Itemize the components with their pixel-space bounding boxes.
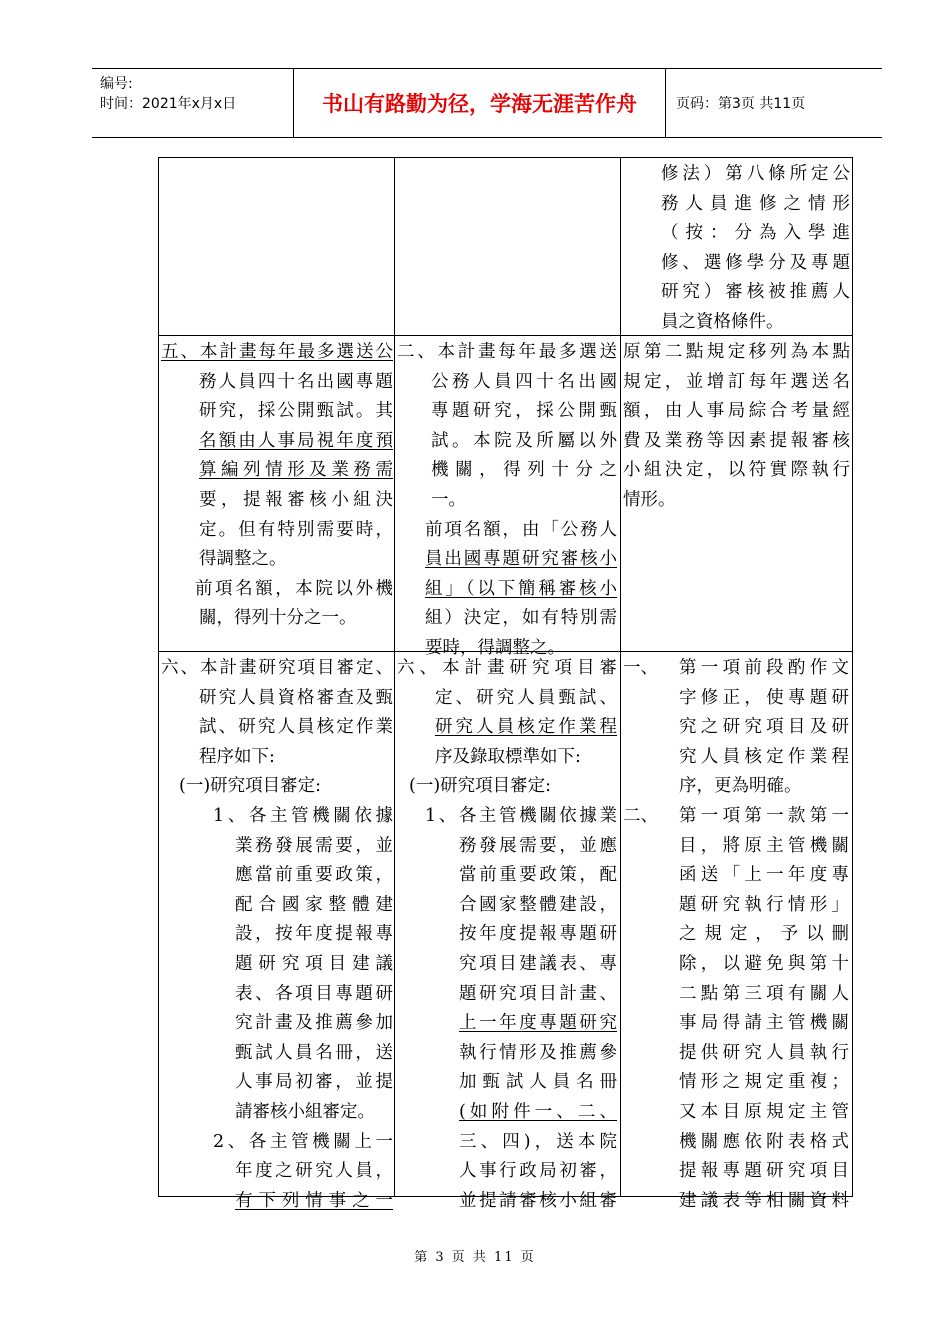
text-line: 務人員進修之情形	[661, 193, 850, 214]
text-line: 有下列情事之一	[235, 1190, 393, 1211]
text-line: 事局得請主管機關	[679, 1013, 849, 1034]
text-line: 三、四)，送本院	[459, 1131, 617, 1152]
header-divider	[665, 69, 666, 137]
explanation-item-2	[623, 802, 850, 1246]
text-line: 程序如下:	[199, 746, 275, 767]
page-footer: 第 3 页 共 11 页	[414, 1250, 536, 1265]
text-line: 按年度提報專題研	[459, 924, 617, 945]
text-line: 五、本計畫每年最多選送公	[161, 342, 393, 362]
table-column-divider	[620, 157, 621, 1197]
text-line: (如附件一、二、	[459, 1101, 617, 1122]
text-line: 甄試人員名冊，送	[235, 1042, 393, 1063]
text-line: 目，將原主管機關	[679, 835, 849, 856]
text-line: 費及業務等因素提報審核	[623, 430, 850, 451]
text-line: 除，以避免與第十	[679, 953, 849, 974]
text-line: 公務人員四十名出國	[431, 371, 617, 392]
text-line: 定。但有特別需要時，	[199, 519, 393, 540]
text-line: 合國家整體建設，	[459, 894, 617, 915]
text-line: 提報專題研究項目	[679, 1161, 849, 1182]
text-line: 情形之規定重複；	[679, 1072, 849, 1093]
text-line: 字修正，使專題研	[679, 687, 849, 708]
text-line: 修法）第八條所定公	[661, 164, 850, 184]
text-line: (一)研究項目審定:	[409, 776, 552, 797]
text-line: 修、選修學分及專題	[661, 252, 850, 273]
page-header	[92, 68, 882, 138]
doc-code-label: 编号:	[100, 76, 133, 92]
text-line: 情形。	[623, 489, 676, 510]
text-line: 序及錄取標準如下:	[435, 746, 581, 767]
row3-amended-cell	[161, 654, 393, 1216]
text-line: 研究）審核被推薦人	[661, 282, 850, 303]
comparison-table	[158, 157, 853, 1211]
text-line: 二點第三項有關人	[679, 983, 849, 1004]
text-line: 務發展需要，並應	[459, 835, 617, 856]
text-line: 第一項第一款第一	[679, 806, 849, 826]
text-line: 二、本計畫每年最多選送	[397, 342, 617, 362]
text-line: 表、各項目專題研	[235, 983, 393, 1004]
text-line: 六、本計畫研究項目審定、	[161, 658, 393, 678]
text-line: 原第二點規定移列為本點	[623, 342, 850, 362]
text-line: 題研究執行情形」	[679, 894, 849, 915]
text-line: 規定，並增訂每年選送名	[623, 371, 850, 392]
row2-explanation-cell	[623, 338, 850, 516]
text-line: 題研究項目計畫、	[459, 983, 617, 1004]
text-line: 人事行政局初審，	[459, 1161, 617, 1182]
text-line: 算編列情形及業務需	[199, 460, 393, 481]
text-line: 1、各主管機關依據業	[425, 805, 617, 826]
text-line: 又本目原規定主管	[679, 1101, 849, 1122]
row2-amended-cell	[161, 338, 393, 634]
text-line: 序，更為明確。	[679, 776, 802, 797]
row3-explanation-cell	[623, 654, 850, 1246]
row2-current-cell	[397, 338, 617, 664]
text-line: 研究人員核定作業程	[435, 717, 617, 738]
doc-time-label: 时间：2021年x月x日	[100, 96, 237, 112]
text-line: 究計畫及推薦參加	[235, 1013, 393, 1034]
table-border	[158, 157, 159, 1197]
table-border	[158, 157, 853, 158]
header-motto: 书山有路勤为径，学海无涯苦作舟	[322, 92, 637, 116]
text-line: 究人員核定作業程	[679, 746, 849, 767]
text-line: 1、各主管機關依據	[213, 805, 393, 826]
item-number: 二、	[623, 806, 658, 826]
explanation-item-1	[623, 654, 850, 802]
text-line: (一)研究項目審定:	[179, 776, 322, 797]
text-line: 業務發展需要，並	[235, 835, 393, 856]
text-line: 人事局初審，並提	[235, 1072, 393, 1093]
text-line: 應當前重要政策，	[235, 865, 393, 886]
table-column-divider	[394, 157, 395, 1197]
row3-current-cell	[397, 654, 617, 1216]
text-line: 究項目建議表、專	[459, 953, 617, 974]
header-page-number: 页码：第3页 共11页	[676, 96, 806, 112]
text-line: 執行情形及推薦參	[459, 1042, 617, 1063]
text-line: 試。本院及所屬以外	[431, 430, 617, 451]
text-line: 提供研究人員執行	[679, 1042, 849, 1063]
text-line: 關，得列十分之一。	[199, 608, 357, 629]
text-line: 之規定，予以刪	[679, 924, 849, 945]
text-line: 並提請審核小組審	[459, 1190, 617, 1211]
text-line: 員出國專題研究審核小	[425, 549, 617, 570]
text-line: 要，提報審核小組決	[199, 489, 393, 510]
text-line: 得調整之。	[199, 549, 287, 570]
row1-explanation-cell	[661, 160, 850, 338]
text-line: 額，由人事局綜合考量經	[623, 401, 850, 422]
text-line: 前項名額，由「公務人	[425, 519, 617, 540]
header-meta	[92, 69, 293, 137]
text-line: 請審核小組審定。	[235, 1101, 375, 1122]
text-line: 一。	[431, 489, 466, 510]
text-line: 機關應依附表格式	[679, 1131, 849, 1152]
item-number: 一、	[623, 658, 658, 678]
text-line: 建議表等相關資料	[679, 1190, 849, 1211]
text-line: 上一年度專題研究	[459, 1013, 617, 1034]
text-line: 試、研究人員核定作業	[199, 717, 393, 738]
text-line: 年度之研究人員，	[235, 1161, 393, 1182]
text-line: 函送「上一年度專	[679, 865, 849, 886]
text-line: 第一項前段酌作文	[679, 658, 849, 678]
text-line: 前項名額，本院以外機	[195, 578, 393, 599]
text-line: 究之研究項目及研	[679, 717, 849, 738]
text-line: 配合國家整體建	[235, 894, 393, 915]
text-line: 專題研究，採公開甄	[431, 401, 617, 422]
text-line: 研究人員資格審查及甄	[199, 687, 393, 708]
text-line: 加甄試人員名冊	[459, 1072, 617, 1093]
text-line: 組」（以下簡稱審核小	[425, 578, 617, 599]
text-line: 六、本計畫研究項目審	[397, 658, 617, 678]
text-line: 組）決定，如有特別需	[425, 608, 617, 629]
text-line: 要時，得調整之。	[425, 637, 565, 658]
text-line: 當前重要政策，配	[459, 865, 617, 886]
text-line: 題研究項目建議	[235, 953, 393, 974]
table-border	[852, 157, 853, 1197]
text-line: 員之資格條件。	[661, 311, 784, 332]
text-line: 名額由人事局視年度預	[199, 430, 393, 451]
text-line: 研究，採公開甄試。其	[199, 401, 393, 422]
text-line: 小組決定，以符實際執行	[623, 460, 850, 481]
text-line: 設，按年度提報專	[235, 924, 393, 945]
text-line: 2、各主管機關上一	[213, 1131, 393, 1152]
text-line: 務人員四十名出國專題	[199, 371, 393, 392]
text-line: （按：分為入學進	[661, 223, 850, 244]
text-line: 定、研究人員甄試、	[435, 687, 617, 708]
text-line: 機關，得列十分之	[431, 460, 617, 481]
